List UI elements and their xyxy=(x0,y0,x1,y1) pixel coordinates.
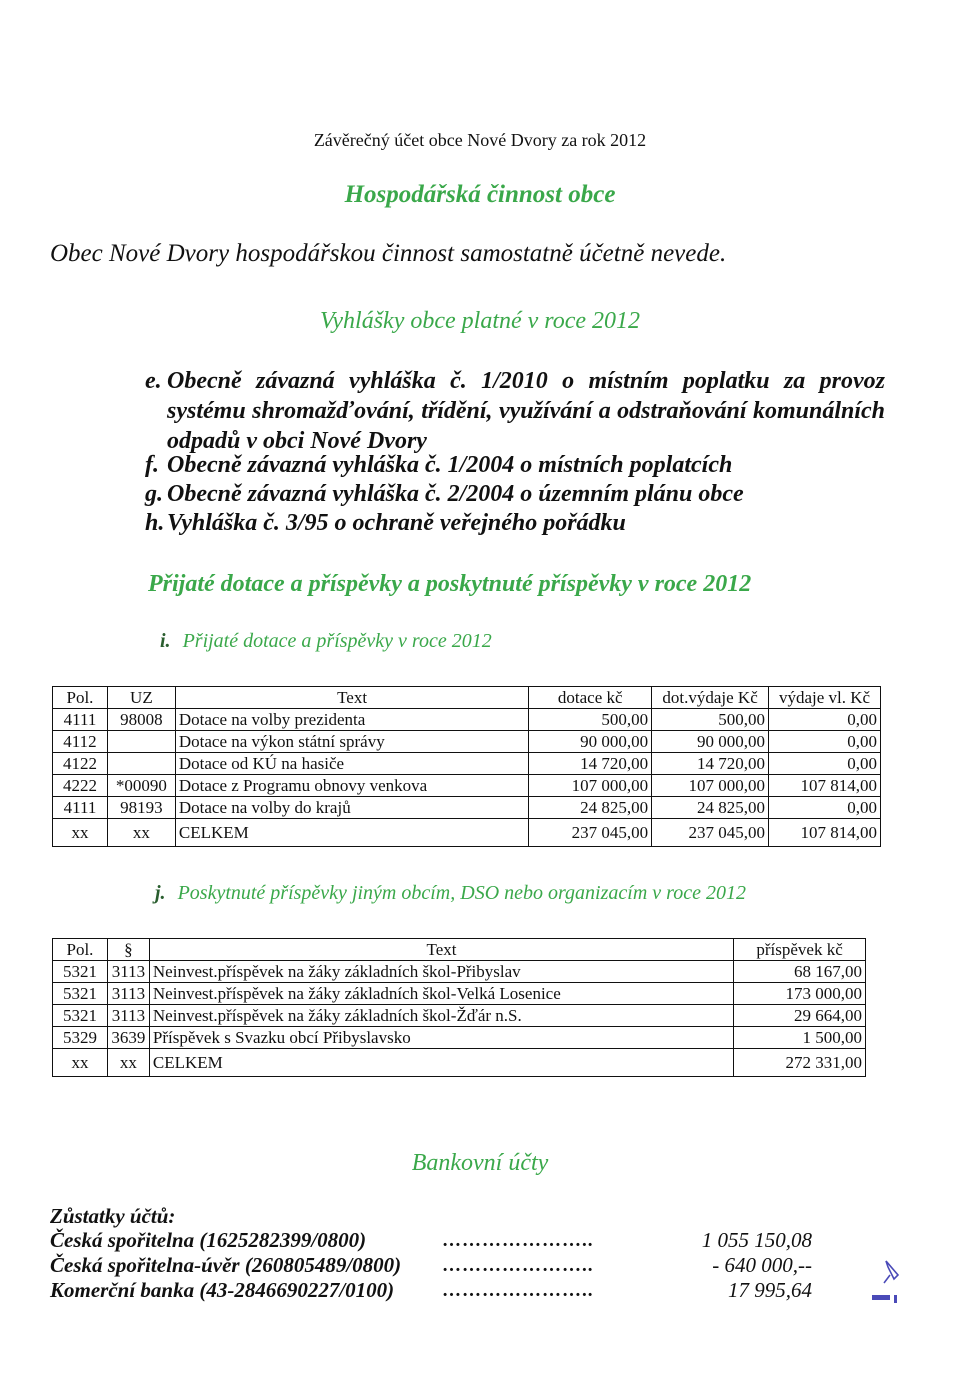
table-row xyxy=(53,983,866,1005)
table-cell: 5321 xyxy=(53,1005,108,1027)
header-cell: dotace kč xyxy=(529,687,652,709)
table-cell: *00090 xyxy=(107,775,175,797)
table-row xyxy=(53,797,881,819)
ordinance-g xyxy=(145,479,744,509)
table-cell: 3113 xyxy=(107,961,149,983)
ordinance-e xyxy=(145,366,885,456)
subsection-j xyxy=(155,882,746,905)
header-cell: § xyxy=(107,939,149,961)
table-cell: Neinvest.příspěvek na žáky základních škol-Velká Losenice xyxy=(149,983,733,1005)
table-cell: 4122 xyxy=(53,753,108,775)
handwritten-page-mark xyxy=(870,1253,910,1313)
table-cell: 5321 xyxy=(53,961,108,983)
table-cell: 5321 xyxy=(53,983,108,1005)
prispevky-table xyxy=(52,938,866,1077)
ordinance-text: Obecně závazná vyhláška č. 2/2004 o územním plánu obce xyxy=(167,481,744,507)
ordinance-f xyxy=(145,450,732,480)
leader-dots: ………………….. xyxy=(442,1230,594,1251)
table-header-row xyxy=(53,687,881,709)
table-cell: xx xyxy=(53,1049,108,1077)
table-total-row xyxy=(53,819,881,847)
table-cell: 5329 xyxy=(53,1027,108,1049)
account-amount: - 640 000,-- xyxy=(712,1253,812,1277)
table-cell: 3113 xyxy=(107,983,149,1005)
table-cell: Dotace od KÚ na hasiče xyxy=(175,753,528,775)
table-cell: 107 000,00 xyxy=(652,775,769,797)
account-amount: 17 995,64 xyxy=(728,1278,812,1302)
table-cell: 0,00 xyxy=(769,731,881,753)
header-cell: Text xyxy=(149,939,733,961)
table-cell: Příspěvek s Svazku obcí Přibyslavsko xyxy=(149,1027,733,1049)
subsection-label: i. xyxy=(160,630,171,652)
table-cell: 272 331,00 xyxy=(734,1049,866,1077)
ordinance-text: Vyhláška č. 3/95 o ochraně veřejného pořádku xyxy=(167,510,626,536)
table-row xyxy=(53,775,881,797)
ordinance-label: f. xyxy=(145,452,159,478)
ordinance-label: h. xyxy=(145,510,165,536)
table-cell: 237 045,00 xyxy=(529,819,652,847)
table-cell: 4111 xyxy=(53,797,108,819)
table-cell: 237 045,00 xyxy=(652,819,769,847)
table-row xyxy=(53,1027,866,1049)
table-cell: 24 825,00 xyxy=(652,797,769,819)
leader-dots: ………………….. xyxy=(442,1255,594,1276)
table-cell: 14 720,00 xyxy=(529,753,652,775)
table-row xyxy=(53,709,881,731)
table-cell: 24 825,00 xyxy=(529,797,652,819)
header-cell: UZ xyxy=(107,687,175,709)
table-cell: 68 167,00 xyxy=(734,961,866,983)
table-row xyxy=(53,1005,866,1027)
table-cell: 173 000,00 xyxy=(734,983,866,1005)
subsection-label: j. xyxy=(155,882,166,904)
table-cell: 90 000,00 xyxy=(652,731,769,753)
table-cell: xx xyxy=(107,1049,149,1077)
table-cell xyxy=(107,753,175,775)
table-total-row xyxy=(53,1049,866,1077)
ordinance-label: g. xyxy=(145,481,163,507)
subsection-title: Poskytnuté příspěvky jiným obcím, DSO nebo organizacím v roce 2012 xyxy=(177,882,746,904)
table-cell: 107 814,00 xyxy=(769,819,881,847)
table-row xyxy=(53,753,881,775)
section-heading-hospodarska: Hospodářská činnost obce xyxy=(344,181,616,208)
table-cell: 98193 xyxy=(107,797,175,819)
header-cell: Pol. xyxy=(53,687,108,709)
balances-label: Zůstatky účtů: xyxy=(50,1204,176,1228)
table-cell: xx xyxy=(53,819,108,847)
account-name: Česká spořitelna (1625282399/0800) xyxy=(50,1228,367,1252)
header-cell: příspěvek kč xyxy=(734,939,866,961)
table-cell: 500,00 xyxy=(652,709,769,731)
header-cell: Text xyxy=(175,687,528,709)
header-cell: výdaje vl. Kč xyxy=(769,687,881,709)
leader-dots: ………………….. xyxy=(442,1280,594,1301)
table-cell: 0,00 xyxy=(769,709,881,731)
account-amount: 1 055 150,08 xyxy=(701,1228,812,1252)
table-cell: 1 500,00 xyxy=(734,1027,866,1049)
table-cell: 3639 xyxy=(107,1027,149,1049)
hosp-statement: Obec Nové Dvory hospodářskou činnost samostatně účetně nevede. xyxy=(50,240,727,267)
table-cell: Neinvest.příspěvek na žáky základních škol-Přibyslav xyxy=(149,961,733,983)
header-cell: Pol. xyxy=(53,939,108,961)
table-cell: 98008 xyxy=(107,709,175,731)
section-heading-vyhlasky: Vyhlášky obce platné v roce 2012 xyxy=(319,308,641,334)
table-row xyxy=(53,961,866,983)
table-cell: CELKEM xyxy=(149,1049,733,1077)
table-cell: 4111 xyxy=(53,709,108,731)
ordinance-text: Obecně závazná vyhláška č. 1/2004 o místních poplatcích xyxy=(167,452,733,478)
table-cell: Neinvest.příspěvek na žáky základních škol-Žďár n.S. xyxy=(149,1005,733,1027)
ordinance-h xyxy=(145,508,626,538)
table-header-row xyxy=(53,939,866,961)
table-cell: CELKEM xyxy=(175,819,528,847)
table-cell: 107 814,00 xyxy=(769,775,881,797)
table-row xyxy=(53,731,881,753)
table-cell: 0,00 xyxy=(769,797,881,819)
table-cell: 500,00 xyxy=(529,709,652,731)
table-cell: xx xyxy=(107,819,175,847)
table-cell: Dotace na výkon státní správy xyxy=(175,731,528,753)
table-cell xyxy=(107,731,175,753)
table-cell: Dotace na volby do krajů xyxy=(175,797,528,819)
section-heading-dotace: Přijaté dotace a příspěvky a poskytnuté příspěvky v roce 2012 xyxy=(148,571,752,597)
table-cell: 14 720,00 xyxy=(652,753,769,775)
ordinance-text: Obecně závazná vyhláška č. 1/2010 o místním poplatku za provoz systému shromažďování, třídění, využívání a odstraňování komunálních odpadů v obci Nové Dvory xyxy=(167,368,885,454)
table-cell: 3113 xyxy=(107,1005,149,1027)
document-header: Závěrečný účet obce Nové Dvory za rok 2012 xyxy=(313,130,647,150)
header-cell: dot.výdaje Kč xyxy=(652,687,769,709)
subsection-title: Přijaté dotace a příspěvky v roce 2012 xyxy=(182,630,492,652)
dotace-table xyxy=(52,686,881,847)
table-cell: Dotace z Programu obnovy venkova xyxy=(175,775,528,797)
subsection-i xyxy=(160,630,492,653)
table-cell: Dotace na volby prezidenta xyxy=(175,709,528,731)
account-name: Česká spořitelna-úvěr (260805489/0800) xyxy=(50,1253,402,1277)
section-heading-bank: Bankovní účty xyxy=(411,1150,549,1176)
table-cell: 29 664,00 xyxy=(734,1005,866,1027)
table-cell: 107 000,00 xyxy=(529,775,652,797)
table-cell: 90 000,00 xyxy=(529,731,652,753)
table-cell: 0,00 xyxy=(769,753,881,775)
table-cell: 4222 xyxy=(53,775,108,797)
account-name: Komerční banka (43-2846690227/0100) xyxy=(50,1278,395,1302)
ordinance-label: e. xyxy=(145,368,162,394)
table-cell: 4112 xyxy=(53,731,108,753)
